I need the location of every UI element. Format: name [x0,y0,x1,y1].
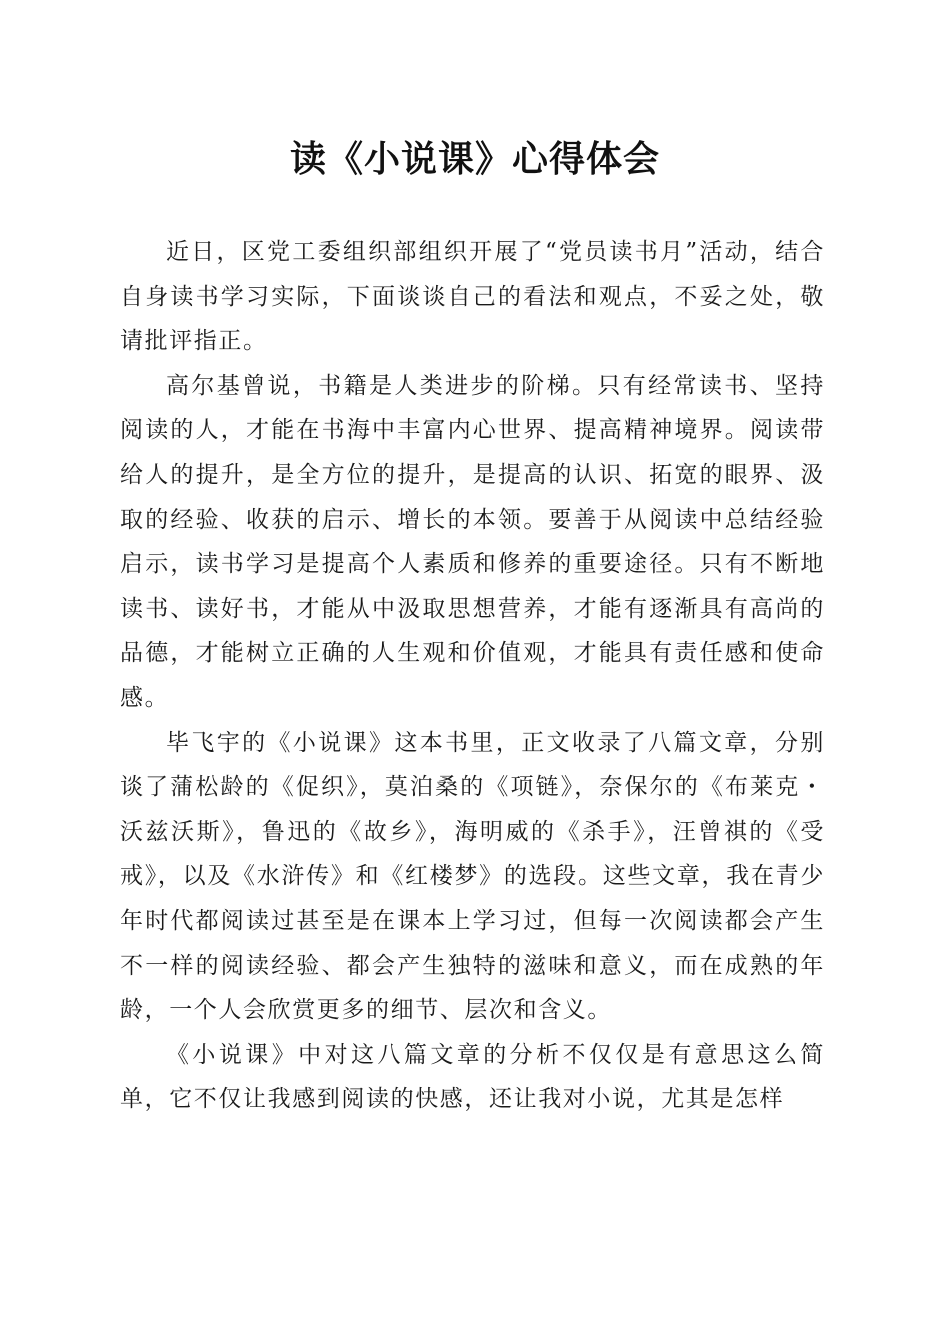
paragraph-2: 高尔基曾说，书籍是人类进步的阶梯。只有经常读书、坚持阅读的人，才能在书海中丰富内心世界、提高精神境界。阅读带给人的提升，是全方位的提升，是提高的认识、拓宽的眼界、汲取的经验、收获的启示、增长的本领。要善于从阅读中总结经验启示，读书学习是提高个人素质和修养的重要途径。只有不断地读书、读好书，才能从中汲取思想营养，才能有逐渐具有高尚的品德，才能树立正确的人生观和价值观，才能具有责任感和使命感。 [120,372,825,711]
paragraph-3: 毕飞宇的《小说课》这本书里，正文收录了八篇文章，分别谈了蒲松龄的《促织》，莫泊桑的《项链》，奈保尔的《布莱克・沃兹沃斯》，鲁迅的《故乡》，海明威的《杀手》，汪曾祺的《受戒》，以及《水浒传》和《红楼梦》的选段。这些文章，我在青少年时代都阅读过甚至是在课本上学习过，但每一次阅读都会产生不一样的阅读经验、都会产生独特的滋味和意义，而在成熟的年龄，一个人会欣赏更多的细节、层次和含义。 [120,729,825,1024]
paragraph-1: 近日，区党工委组织部组织开展了“党员读书月”活动，结合自身读书学习实际，下面谈谈自己的看法和观点，不妥之处，敬请批评指正。 [120,239,825,355]
document-body [120,230,825,1122]
paragraph-4: 《小说课》中对这八篇文章的分析不仅仅是有意思这么简单，它不仅让我感到阅读的快感，还让我对小说，尤其是怎样 [120,1041,825,1113]
document-title: 读《小说课》心得体会 [289,138,660,180]
